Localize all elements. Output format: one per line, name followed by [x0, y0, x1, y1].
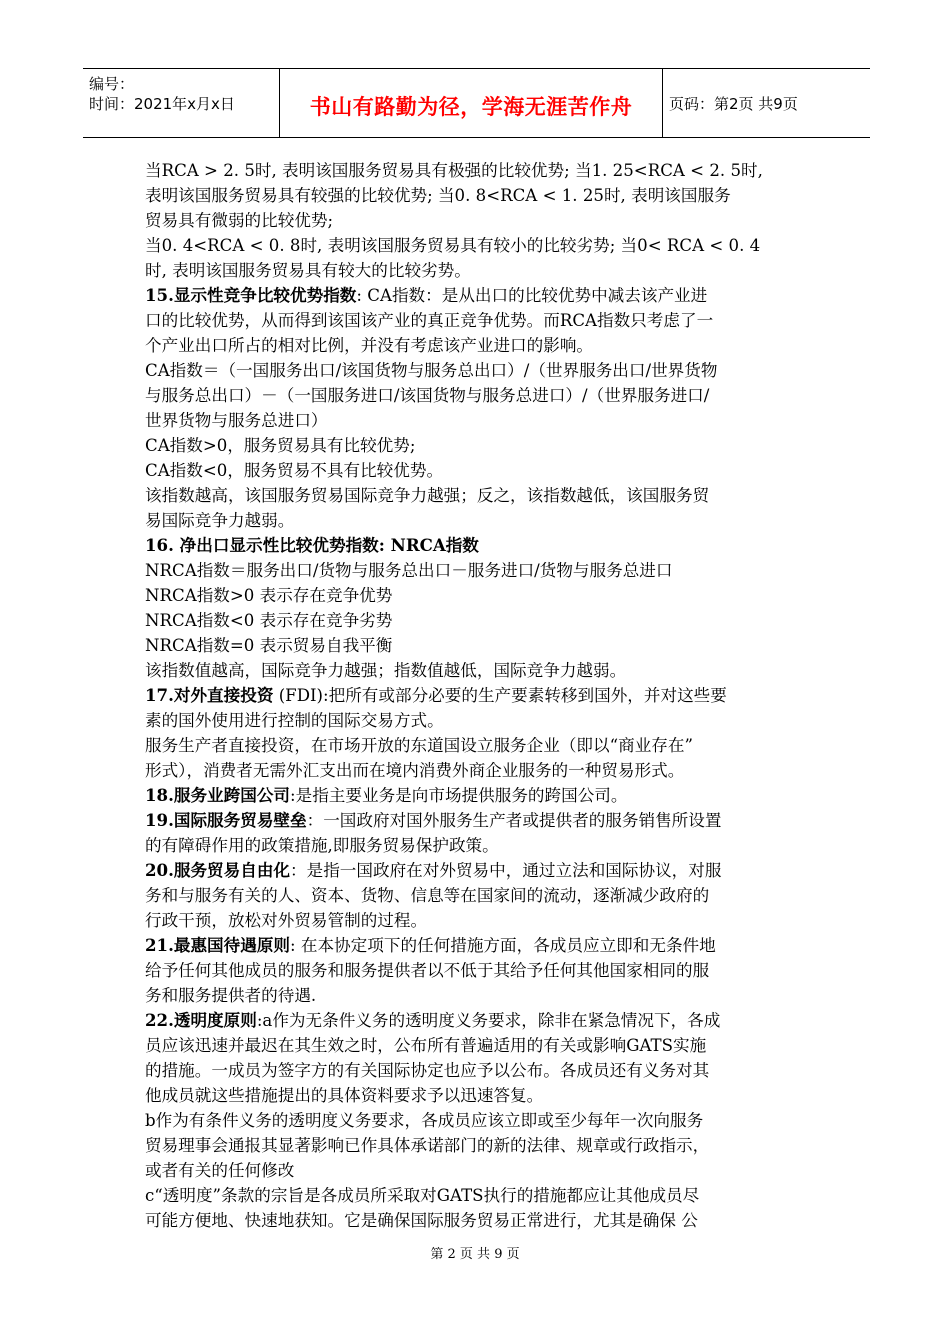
line-text: NRCA指数=0 表示贸易自我平衡: [145, 636, 393, 655]
body-line: [145, 733, 813, 758]
line-text: : CA指数：是从出口的比较优势中减去该产业进: [356, 286, 708, 305]
body-line: [145, 408, 813, 433]
body-line: [145, 708, 813, 733]
body-line: [145, 1108, 813, 1133]
body-line: [145, 583, 813, 608]
term-heading: 20.服务贸易自由化: [145, 860, 291, 880]
line-text: 表明该国服务贸易具有较强的比较优势; 当0. 8<RCA < 1. 25时, 表明该国服务: [145, 186, 731, 205]
term-heading: 17.对外直接投资: [145, 685, 274, 705]
body-line: [145, 258, 813, 283]
line-text: NRCA指数>0 表示存在竞争优势: [145, 586, 393, 605]
term-heading: 19.国际服务贸易壁垒: [145, 810, 307, 830]
body-line: [145, 283, 813, 308]
line-text: 服务生产者直接投资，在市场开放的东道国设立服务企业（即以“商业存在”: [145, 736, 693, 755]
motto-text: 书山有路勤为径，学海无涯苦作舟: [309, 95, 633, 119]
page-footer: 第 2 页 共 9 页: [430, 1247, 520, 1262]
body-line: [145, 558, 813, 583]
term-heading: 21.最惠国待遇原则: [145, 935, 291, 955]
line-text: 可能方便地、快速地获知。它是确保国际服务贸易正常进行，尤其是确保 公: [145, 1211, 698, 1230]
line-text: 口的比较优势，从而得到该国该产业的真正竞争优势。而RCA指数只考虑了一: [145, 311, 714, 330]
body-line: [145, 158, 813, 183]
body-line: [145, 308, 813, 333]
page-header: [83, 68, 870, 138]
line-text: : 在本协定项下的任何措施方面，各成员应立即和无条件地: [290, 936, 716, 955]
document-body: [145, 158, 813, 1233]
body-line: [145, 1208, 813, 1233]
body-line: [145, 808, 813, 833]
line-text: 他成员就这些措施提出的具体资料要求予以迅速答复。: [145, 1086, 544, 1105]
line-text: c“透明度”条款的宗旨是各成员所采取对GATS执行的措施都应让其他成员尽: [145, 1186, 700, 1205]
line-text: CA指数＝（一国服务出口/该国货物与服务总出口）/（世界服务出口/世界货物: [145, 361, 718, 380]
body-line: [145, 858, 813, 883]
body-line: [145, 683, 813, 708]
body-line: [145, 883, 813, 908]
body-line: [145, 433, 813, 458]
line-text: 时, 表明该国服务贸易具有较大的比较劣势。: [145, 261, 471, 280]
body-line: [145, 208, 813, 233]
body-line: [145, 458, 813, 483]
line-text: 世界货物与服务总进口）: [145, 411, 328, 430]
line-text: b作为有条件义务的透明度义务要求，各成员应该立即或至少每年一次向服务: [145, 1111, 704, 1130]
header-left-cell: [83, 69, 279, 137]
body-line: [145, 933, 813, 958]
line-text: 行政干预，放松对外贸易管制的过程。: [145, 911, 428, 930]
body-line: [145, 1033, 813, 1058]
number-label: 编号：: [89, 75, 135, 93]
line-text: 或者有关的任何修改: [145, 1161, 295, 1180]
body-line: [145, 1158, 813, 1183]
term-heading: 15.显示性竞争比较优势指数: [145, 285, 357, 305]
line-text: 易国际竞争力越弱。: [145, 511, 295, 530]
header-motto-cell: [279, 69, 663, 137]
body-line: [145, 783, 813, 808]
body-line: [145, 658, 813, 683]
line-text: 务和服务提供者的待遇.: [145, 986, 317, 1005]
body-line: [145, 333, 813, 358]
line-text: 当RCA > 2. 5时, 表明该国服务贸易具有极强的比较优势; 当1. 25<RCA < 2. 5时,: [145, 161, 763, 180]
body-line: [145, 1183, 813, 1208]
term-heading: 18.服务业跨国公司: [145, 785, 291, 805]
line-text: CA指数<0，服务贸易不具有比较优势。: [145, 461, 444, 480]
body-line: [145, 833, 813, 858]
body-line: [145, 358, 813, 383]
body-line: [145, 1058, 813, 1083]
body-line: [145, 958, 813, 983]
line-text: 素的国外使用进行控制的国际交易方式。: [145, 711, 444, 730]
line-text: 当0. 4<RCA < 0. 8时, 表明该国服务贸易具有较小的比较劣势; 当0< RCA < 0. 4: [145, 236, 761, 255]
body-line: [145, 483, 813, 508]
body-line: [145, 983, 813, 1008]
line-text: CA指数>0，服务贸易具有比较优势;: [145, 436, 416, 455]
body-line: [145, 233, 813, 258]
line-text: 该指数值越高，国际竞争力越强；指数值越低，国际竞争力越弱。: [145, 661, 627, 680]
line-text: (FDI):把所有或部分必要的生产要素转移到国外，并对这些要: [273, 686, 727, 705]
line-text: 贸易具有微弱的比较优势;: [145, 211, 334, 230]
time-label: 时间：2021年x月x日: [89, 95, 235, 113]
line-text: ：一国政府对国外服务生产者或提供者的服务销售所设置: [306, 811, 722, 830]
term-heading: 22.透明度原则: [145, 1010, 257, 1030]
body-line: [145, 1133, 813, 1158]
line-text: 个产业出口所占的相对比例，并没有考虑该产业进口的影响。: [145, 336, 594, 355]
header-page-info: 页码：第2页 共9页: [669, 95, 798, 113]
body-line: [145, 183, 813, 208]
line-text: NRCA指数<0 表示存在竞争劣势: [145, 611, 393, 630]
line-text: ：是指一国政府在对外贸易中，通过立法和国际协议，对服: [290, 861, 722, 880]
body-line: [145, 758, 813, 783]
line-text: 务和与服务有关的人、资本、货物、信息等在国家间的流动，逐渐减少政府的: [145, 886, 710, 905]
line-text: :a作为无条件义务的透明度义务要求，除非在紧急情况下，各成: [256, 1011, 721, 1030]
body-line: [145, 608, 813, 633]
line-text: 给予任何其他成员的服务和服务提供者以不低于其给予任何其他国家相同的服: [145, 961, 710, 980]
body-line: [145, 633, 813, 658]
term-heading: 16. 净出口显示性比较优势指数: NRCA指数: [145, 535, 479, 555]
body-line: [145, 533, 813, 558]
body-line: [145, 908, 813, 933]
line-text: 的措施。一成员为签字方的有关国际协定也应予以公布。各成员还有义务对其: [145, 1061, 710, 1080]
line-text: 贸易理事会通报其显著影响已作具体承诺部门的新的法律、规章或行政指示，: [145, 1136, 710, 1155]
body-line: [145, 1008, 813, 1033]
body-line: [145, 508, 813, 533]
line-text: 员应该迅速并最迟在其生效之时，公布所有普遍适用的有关或影响GATS实施: [145, 1036, 707, 1055]
line-text: :是指主要业务是向市场提供服务的跨国公司。: [290, 786, 628, 805]
body-line: [145, 383, 813, 408]
line-text: 该指数越高，该国服务贸易国际竞争力越强；反之，该指数越低，该国服务贸: [145, 486, 710, 505]
line-text: 与服务总出口）－（一国服务进口/该国货物与服务总进口）/（世界服务进口/: [145, 386, 710, 405]
line-text: NRCA指数＝服务出口/货物与服务总出口－服务进口/货物与服务总进口: [145, 561, 673, 580]
line-text: 形式），消费者无需外汇支出而在境内消费外商企业服务的一种贸易形式。: [145, 761, 685, 780]
line-text: 的有障碍作用的政策措施,即服务贸易保护政策。: [145, 836, 499, 855]
body-line: [145, 1083, 813, 1108]
header-right-cell: [661, 69, 870, 137]
